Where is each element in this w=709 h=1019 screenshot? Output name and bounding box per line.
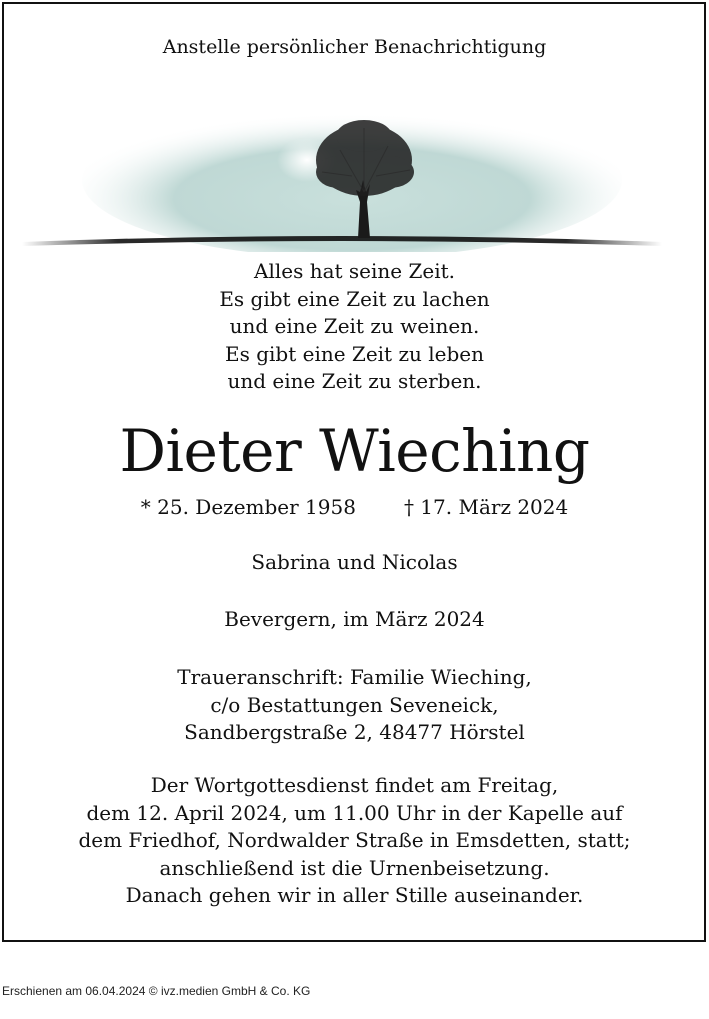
service-line: anschließend ist die Urnenbeisetzung.: [159, 855, 550, 880]
life-dates: [0, 495, 709, 519]
service-line: dem Friedhof, Nordwalder Straße in Emsdetten, statt;: [78, 828, 631, 852]
service-line: dem 12. April 2024, um 11.00 Uhr in der Kapelle auf: [86, 800, 623, 825]
poem-line: Alles hat seine Zeit.: [254, 259, 455, 283]
address-line: Traueranschrift: Familie Wieching,: [177, 665, 532, 689]
poem: [0, 258, 709, 396]
notice-header: Anstelle persönlicher Benachrichtigung: [162, 36, 547, 58]
death-date: † 17. März 2024: [403, 495, 569, 519]
mourners: Sabrina und Nicolas: [251, 550, 458, 574]
birth-date: * 25. Dezember 1958: [140, 495, 356, 519]
mourning-address: [0, 664, 709, 747]
service-info: [0, 772, 709, 910]
address-line: c/o Bestattungen Seveneick,: [210, 692, 499, 717]
service-line: Danach gehen wir in aller Stille auseinander.: [125, 883, 584, 907]
publication-footer: Erschienen am 06.04.2024 © ivz.medien GmbH & Co. KG: [2, 984, 311, 998]
deceased-name: Dieter Wieching: [119, 417, 590, 485]
place-date: Bevergern, im März 2024: [224, 607, 485, 631]
poem-line: Es gibt eine Zeit zu lachen: [219, 286, 490, 311]
poem-line: und eine Zeit zu weinen.: [229, 314, 480, 338]
service-line: Der Wortgottesdienst findet am Freitag,: [150, 773, 559, 797]
tree-landscape-icon: [22, 80, 662, 252]
address-line: Sandbergstraße 2, 48477 Hörstel: [184, 720, 525, 744]
poem-line: und eine Zeit zu sterben.: [227, 369, 482, 393]
poem-line: Es gibt eine Zeit zu leben: [225, 341, 484, 366]
